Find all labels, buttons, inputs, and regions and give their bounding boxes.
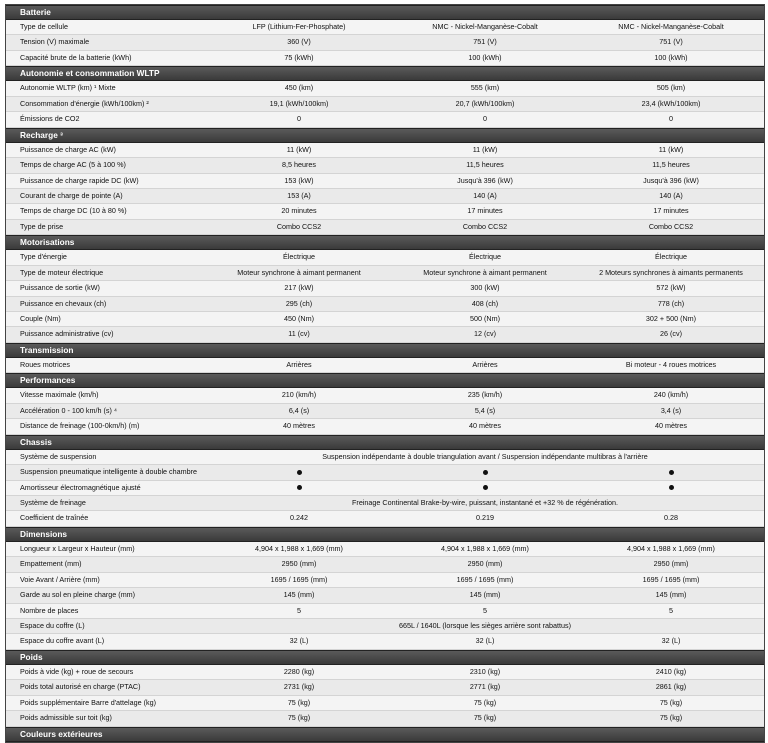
spec-label: Type de cellule <box>20 22 68 31</box>
spec-label: Courant de charge de pointe (A) <box>20 190 123 200</box>
spec-value: 2731 (kg) <box>283 682 315 692</box>
spec-value <box>578 481 764 495</box>
spec-value: 210 (km/h) <box>281 390 317 400</box>
section-header: Autonomie et consommation WLTP <box>6 66 764 81</box>
spec-row <box>6 465 764 480</box>
spec-value: NMC - Nickel-Manganèse-Cobalt <box>432 22 538 31</box>
spec-value: 11,5 heures <box>652 160 690 170</box>
spec-value: 2771 (kg) <box>469 682 501 692</box>
spec-value: 8,5 heures <box>282 160 316 170</box>
spec-label: Amortisseur électromagnétique ajusté <box>20 482 141 492</box>
spec-label: Puissance administrative (cv) <box>20 329 114 339</box>
spec-value: 75 (kg) <box>659 713 683 723</box>
spec-value: 145 (mm) <box>469 590 501 600</box>
spec-label: Empattement (mm) <box>20 559 82 569</box>
spec-label: Poids supplémentaire Barre d'attelage (kg) <box>20 697 157 707</box>
spec-value: Électrique <box>469 252 501 262</box>
spec-label: Poids à vide (kg) + roue de secours <box>20 666 134 676</box>
spec-value: 2280 (kg) <box>283 666 315 676</box>
spec-label: Accélération 0 - 100 km/h (s) ⁴ <box>20 405 117 415</box>
spec-value: 408 (ch) <box>471 298 499 308</box>
spec-value: 11 (kW) <box>658 144 684 154</box>
spec-row <box>6 143 764 158</box>
section-body <box>6 665 764 727</box>
spec-value: 778 (ch) <box>657 298 685 308</box>
section-body <box>6 358 764 373</box>
spec-value: 2410 (kg) <box>655 666 687 676</box>
spec-value: 75 (kWh) <box>284 52 314 62</box>
bullet-dot-icon <box>483 485 488 490</box>
spec-value: 572 (kW) <box>656 283 686 293</box>
spec-value: 153 (A) <box>287 190 311 200</box>
spec-label: Capacité brute de la batterie (kWh) <box>20 52 132 62</box>
spec-row <box>6 189 764 204</box>
spec-row <box>6 20 764 35</box>
spec-value: Combo CCS2 <box>462 221 508 231</box>
spec-row <box>6 711 764 726</box>
spec-value: 11 (kW) <box>472 144 498 154</box>
spec-value: 26 (cv) <box>660 329 682 339</box>
spec-row <box>6 696 764 711</box>
spec-value: 240 (km/h) <box>653 390 689 400</box>
spec-value: 5,4 (s) <box>474 405 496 415</box>
spec-value: Jusqu'à 396 (kW) <box>643 175 699 185</box>
spec-row <box>6 327 764 342</box>
spec-value: 2310 (kg) <box>469 666 501 676</box>
spec-value: 75 (kg) <box>287 713 311 723</box>
spec-value: 2861 (kg) <box>655 682 687 692</box>
spec-row <box>6 297 764 312</box>
spec-value-all: Freinage Continental Brake-by-wire, puissant, instantané et +32 % de régénération. <box>352 497 618 507</box>
spec-value-all: 665L / 1640L (lorsque les sièges arrière sont rabattus) <box>398 621 572 630</box>
spec-label: Consommation d'énergie (kWh/100km) ² <box>20 98 149 108</box>
spec-value: 0 <box>669 114 673 124</box>
spec-label: Garde au sol en pleine charge (mm) <box>20 590 136 600</box>
spec-label: Temps de charge DC (10 à 80 %) <box>20 206 127 216</box>
spec-row <box>6 604 764 619</box>
spec-label: Puissance en chevaux (ch) <box>20 298 107 308</box>
spec-value: 0.219 <box>476 513 494 523</box>
spec-value: 2950 (mm) <box>467 559 503 569</box>
spec-row <box>6 250 764 265</box>
spec-label: Espace du coffre avant (L) <box>20 636 105 646</box>
spec-value: 5 <box>297 605 301 615</box>
spec-value: 40 mètres <box>469 421 501 431</box>
spec-value: Bi moteur - 4 roues motrices <box>625 359 717 369</box>
spec-row <box>6 97 764 112</box>
spec-value: 0.242 <box>290 513 308 523</box>
section-header: Poids <box>6 650 764 665</box>
spec-label: Temps de charge AC (5 à 100 %) <box>20 160 126 170</box>
spec-value: 500 (Nm) <box>470 314 500 323</box>
spec-label: Puissance de sortie (kW) <box>20 283 100 293</box>
spec-row <box>6 358 764 373</box>
spec-value: 19,1 (kWh/100km) <box>269 98 329 108</box>
bullet-dot-icon <box>297 470 302 475</box>
spec-table <box>5 4 765 743</box>
spec-value-all: Suspension indépendante à double triangulation avant / Suspension indépendante multibras à l'arrière <box>322 451 648 461</box>
spec-value: 0 <box>297 114 301 124</box>
spec-value: 75 (kg) <box>473 713 497 723</box>
spec-label: Émissions de CO2 <box>20 114 80 124</box>
spec-value: Combo CCS2 <box>648 221 694 231</box>
spec-value: 450 (Nm) <box>284 314 314 323</box>
spec-label: Système de freinage <box>20 497 86 507</box>
spec-label: Puissance de charge rapide DC (kW) <box>20 175 139 185</box>
spec-value: Arrières <box>472 359 498 369</box>
section-body <box>6 450 764 527</box>
spec-value <box>578 465 764 479</box>
spec-value: 75 (kg) <box>659 697 683 707</box>
spec-value: 300 (kW) <box>470 283 500 293</box>
spec-row <box>6 634 764 649</box>
spec-row <box>6 557 764 572</box>
spec-value: 32 (L) <box>289 636 309 646</box>
spec-value: Électrique <box>283 252 315 262</box>
spec-value: 751 (V) <box>473 37 497 47</box>
spec-value <box>392 465 578 479</box>
spec-row <box>6 450 764 465</box>
spec-value: Combo CCS2 <box>276 221 322 231</box>
spec-row <box>6 266 764 281</box>
spec-label: Tension (V) maximale <box>20 37 90 47</box>
spec-value <box>206 465 392 479</box>
spec-row <box>6 619 764 634</box>
section-body <box>6 81 764 127</box>
spec-label: Puissance de charge AC (kW) <box>20 144 116 154</box>
spec-row <box>6 481 764 496</box>
spec-value: 0 <box>483 114 487 124</box>
spec-label: Coefficient de traînée <box>20 513 89 523</box>
spec-value: 0.28 <box>664 513 678 523</box>
spec-value: 4,904 x 1,988 x 1,669 (mm) <box>627 543 715 553</box>
spec-value: 20 minutes <box>281 206 317 216</box>
spec-label: Type de prise <box>20 221 64 231</box>
spec-value: Électrique <box>655 252 687 262</box>
spec-value: Arrières <box>286 359 312 369</box>
spec-label: Poids total autorisé en charge (PTAC) <box>20 682 141 692</box>
spec-value: Moteur synchrone à aimant permanent <box>423 267 547 277</box>
spec-row <box>6 220 764 235</box>
spec-value: Moteur synchrone à aimant permanent <box>237 267 361 277</box>
spec-value: 2950 (mm) <box>281 559 317 569</box>
spec-value: 1695 / 1695 (mm) <box>270 574 328 584</box>
spec-value: 32 (L) <box>475 636 495 646</box>
section-header: Couleurs extérieures <box>6 727 764 742</box>
spec-value: 17 minutes <box>467 206 503 216</box>
spec-value: 145 (mm) <box>655 590 687 600</box>
spec-row <box>6 204 764 219</box>
spec-value: Jusqu'à 396 (kW) <box>457 175 513 185</box>
spec-value: 3,4 (s) <box>660 405 682 415</box>
spec-row <box>6 112 764 127</box>
spec-value: 5 <box>669 605 673 615</box>
spec-row <box>6 680 764 695</box>
spec-row <box>6 542 764 557</box>
spec-row <box>6 388 764 403</box>
spec-label: Nombre de places <box>20 605 79 615</box>
spec-value: 4,904 x 1,988 x 1,669 (mm) <box>255 543 343 553</box>
spec-value: 360 (V) <box>287 37 311 47</box>
section-header: Motorisations <box>6 235 764 250</box>
spec-value: 32 (L) <box>661 636 681 646</box>
spec-row <box>6 588 764 603</box>
spec-label: Distance de freinage (100-0km/h) (m) <box>20 421 140 431</box>
section-header: Batterie <box>6 5 764 20</box>
spec-label: Roues motrices <box>20 359 70 369</box>
spec-value: LFP (Lithium-Fer-Phosphate) <box>252 22 346 31</box>
spec-value: 140 (A) <box>659 190 683 200</box>
spec-value: 12 (cv) <box>474 329 496 339</box>
bullet-dot-icon <box>483 470 488 475</box>
spec-value: 5 <box>483 605 487 615</box>
section-body <box>6 388 764 434</box>
spec-value: 100 (kWh) <box>468 52 502 62</box>
spec-row <box>6 312 764 327</box>
spec-value: 751 (V) <box>659 37 683 47</box>
spec-value: NMC - Nickel-Manganèse-Cobalt <box>618 22 724 31</box>
bullet-dot-icon <box>669 470 674 475</box>
section-header: Recharge ³ <box>6 128 764 143</box>
spec-row <box>6 511 764 526</box>
spec-row <box>6 404 764 419</box>
spec-row <box>6 81 764 96</box>
spec-value: 217 (kW) <box>284 283 314 293</box>
spec-label: Espace du coffre (L) <box>20 621 85 630</box>
spec-value: 4,904 x 1,988 x 1,669 (mm) <box>441 543 529 553</box>
section-body <box>6 250 764 343</box>
spec-label: Type de moteur électrique <box>20 267 104 277</box>
section-header: Performances <box>6 373 764 388</box>
spec-value: 1695 / 1695 (mm) <box>642 574 700 584</box>
bullet-dot-icon <box>297 485 302 490</box>
bullet-dot-icon <box>669 485 674 490</box>
spec-value: 505 (km) <box>656 83 686 93</box>
section-body <box>6 20 764 66</box>
spec-value: 40 mètres <box>283 421 315 431</box>
spec-label: Suspension pneumatique intelligente à double chambre <box>20 467 198 477</box>
spec-value: 11 (cv) <box>288 329 310 339</box>
spec-value <box>392 481 578 495</box>
spec-row <box>6 281 764 296</box>
spec-value: 140 (A) <box>473 190 497 200</box>
spec-row <box>6 496 764 511</box>
spec-label: Couple (Nm) <box>20 314 61 323</box>
spec-value: 235 (km/h) <box>467 390 503 400</box>
spec-value: 145 (mm) <box>283 590 315 600</box>
spec-value: 2 Moteurs synchrones à aimants permanents <box>599 267 743 277</box>
spec-value: 11,5 heures <box>466 160 504 170</box>
spec-row <box>6 51 764 66</box>
spec-value: 17 minutes <box>653 206 689 216</box>
spec-value: 23,4 (kWh/100km) <box>641 98 701 108</box>
spec-row <box>6 158 764 173</box>
spec-row <box>6 35 764 50</box>
section-body <box>6 143 764 236</box>
spec-label: Type d'énergie <box>20 252 67 262</box>
section-header: Dimensions <box>6 527 764 542</box>
spec-value: 6,4 (s) <box>288 405 310 415</box>
spec-label: Poids admissible sur toit (kg) <box>20 713 112 723</box>
spec-label: Voie Avant / Arrière (mm) <box>20 574 100 584</box>
spec-row <box>6 573 764 588</box>
spec-value: 20,7 (kWh/100km) <box>455 98 515 108</box>
section-header: Transmission <box>6 343 764 358</box>
spec-value: 40 mètres <box>655 421 687 431</box>
spec-value: 153 (kW) <box>284 175 314 185</box>
spec-value <box>206 481 392 495</box>
section-body <box>6 542 764 650</box>
spec-value: 75 (kg) <box>287 697 311 707</box>
spec-value: 450 (km) <box>284 83 314 93</box>
spec-label: Système de suspension <box>20 451 97 461</box>
spec-row <box>6 419 764 434</box>
section-header: Chassis <box>6 435 764 450</box>
spec-value: 75 (kg) <box>473 697 497 707</box>
spec-label: Vitesse maximale (km/h) <box>20 390 99 400</box>
spec-value: 100 (kWh) <box>654 52 688 62</box>
spec-label: Autonomie WLTP (km) ¹ Mixte <box>20 83 116 93</box>
spec-value: 295 (ch) <box>285 298 313 308</box>
spec-value: 1695 / 1695 (mm) <box>456 574 514 584</box>
spec-value: 2950 (mm) <box>653 559 689 569</box>
spec-row <box>6 174 764 189</box>
spec-row <box>6 665 764 680</box>
spec-value: 555 (km) <box>470 83 500 93</box>
spec-label: Longueur x Largeur x Hauteur (mm) <box>20 543 135 553</box>
spec-value: 302 + 500 (Nm) <box>645 314 697 323</box>
spec-value: 11 (kW) <box>286 144 312 154</box>
